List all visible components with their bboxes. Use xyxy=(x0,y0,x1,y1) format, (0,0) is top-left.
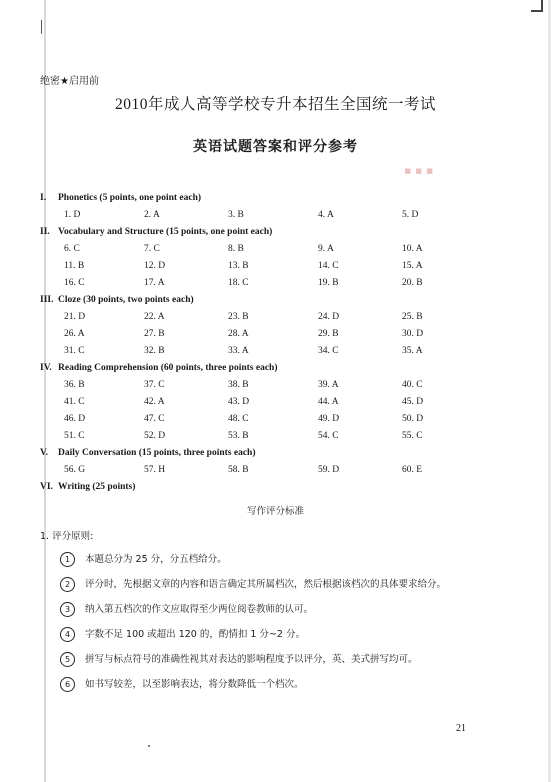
answer-cell: 19. B xyxy=(318,278,339,288)
answer-cell: 26. A xyxy=(64,329,85,339)
circled-number: 2 xyxy=(60,577,75,592)
answer-cell: 55. C xyxy=(402,431,423,441)
circled-number: 4 xyxy=(60,627,75,642)
section-title: Reading Comprehension (60 points, three points each) xyxy=(58,363,278,373)
section-heading xyxy=(40,363,277,373)
answer-cell: 29. B xyxy=(318,329,339,339)
section-title: Phonetics (5 points, one point each) xyxy=(58,193,202,203)
answer-cell: 6. C xyxy=(64,244,80,254)
answer-cell: 15. A xyxy=(402,261,423,271)
page-number: 21 xyxy=(456,723,466,734)
answer-cell: 35. A xyxy=(402,346,423,356)
scoring-rule-text: 评分时，先根据文章的内容和语言确定其所属档次，然后根据该档次的具体要求给分。 xyxy=(85,579,447,590)
section-title: Writing (25 points) xyxy=(58,482,136,492)
answer-cell: 48. C xyxy=(228,414,249,424)
scan-speck xyxy=(41,20,42,34)
answer-cell: 44. A xyxy=(318,397,339,407)
answer-cell: 5. D xyxy=(402,210,419,220)
section-heading xyxy=(40,193,201,203)
section-heading xyxy=(40,482,135,492)
answer-cell: 58. B xyxy=(228,465,249,475)
scoring-rule-text: 纳入第五档次的作文应取得至少两位阅卷教师的认可。 xyxy=(85,604,314,615)
corner-crop-mark xyxy=(531,0,543,12)
section-numeral: III. xyxy=(40,295,54,305)
answer-cell: 17. A xyxy=(144,278,165,288)
answer-cell: 27. B xyxy=(144,329,165,339)
writing-standard-heading: 写作评分标准 xyxy=(246,506,304,517)
answer-cell: 53. B xyxy=(228,431,249,441)
section-heading xyxy=(40,448,255,458)
circled-number: 5 xyxy=(60,652,75,667)
section-numeral: II. xyxy=(40,227,50,237)
scoring-principles-label: 1. 评分原则: xyxy=(40,531,94,542)
answer-cell: 28. A xyxy=(228,329,249,339)
answer-cell: 22. A xyxy=(144,312,165,322)
answer-cell: 42. A xyxy=(144,397,165,407)
answer-cell: 1. D xyxy=(64,210,81,220)
answer-cell: 10. A xyxy=(402,244,423,254)
answer-cell: 37. C xyxy=(144,380,165,390)
scoring-rule xyxy=(60,651,418,667)
section-title: Vocabulary and Structure (15 points, one point each) xyxy=(58,227,273,237)
answer-cell: 20. B xyxy=(402,278,423,288)
scoring-rule xyxy=(60,576,446,592)
answer-cell: 14. C xyxy=(318,261,339,271)
answer-cell: 7. C xyxy=(144,244,160,254)
scoring-rule-text: 拼写与标点符号的准确性视其对表达的影响程度予以评分，英、美式拼写均可。 xyxy=(85,654,418,665)
answer-cell: 40. C xyxy=(402,380,423,390)
answer-cell: 32. B xyxy=(144,346,165,356)
answer-cell: 51. C xyxy=(64,431,85,441)
section-title: Daily Conversation (15 points, three points each) xyxy=(58,448,256,458)
answer-cell: 34. C xyxy=(318,346,339,356)
section-heading xyxy=(40,227,272,237)
answer-cell: 24. D xyxy=(318,312,340,322)
scan-edge-left xyxy=(44,0,46,782)
answer-cell: 4. A xyxy=(318,210,334,220)
circled-number: 1 xyxy=(60,552,75,567)
answer-cell: 9. A xyxy=(318,244,334,254)
scoring-rule-text: 如书写较差，以至影响表达，将分数降低一个档次。 xyxy=(85,679,304,690)
answer-cell: 8. B xyxy=(228,244,244,254)
answer-cell: 49. D xyxy=(318,414,340,424)
section-numeral: VI. xyxy=(40,482,53,492)
answer-cell: 39. A xyxy=(318,380,339,390)
answer-key-subtitle: 英语试题答案和评分参考 xyxy=(193,139,358,155)
answer-cell: 21. D xyxy=(64,312,86,322)
secret-label: 绝密★启用前 xyxy=(40,76,99,87)
circled-number: 3 xyxy=(60,602,75,617)
answer-cell: 16. C xyxy=(64,278,85,288)
exam-title: 2010年成人高等学校专升本招生全国统一考试 xyxy=(114,96,436,113)
scoring-rule xyxy=(60,551,227,567)
section-numeral: I. xyxy=(40,193,47,203)
answer-cell: 36. B xyxy=(64,380,85,390)
scoring-rule xyxy=(60,676,304,692)
answer-cell: 45. D xyxy=(402,397,424,407)
scoring-rule xyxy=(60,626,305,642)
answer-cell: 38. B xyxy=(228,380,249,390)
scan-speck xyxy=(148,745,150,747)
answer-cell: 30. D xyxy=(402,329,424,339)
answer-cell: 46. D xyxy=(64,414,86,424)
section-title: Cloze (30 points, two points each) xyxy=(58,295,194,305)
answer-cell: 33. A xyxy=(228,346,249,356)
section-numeral: IV. xyxy=(40,363,52,373)
answer-cell: 43. D xyxy=(228,397,250,407)
answer-cell: 57. H xyxy=(144,465,166,475)
circled-number: 6 xyxy=(60,677,75,692)
answer-cell: 31. C xyxy=(64,346,85,356)
answer-cell: 59. D xyxy=(318,465,340,475)
answer-cell: 50. D xyxy=(402,414,424,424)
answer-cell: 12. D xyxy=(144,261,166,271)
scoring-rule-text: 字数不足 100 或超出 120 的，酌情扣 1 分~2 分。 xyxy=(85,629,305,640)
scoring-rule xyxy=(60,601,313,617)
answer-cell: 54. C xyxy=(318,431,339,441)
answer-cell: 23. B xyxy=(228,312,249,322)
answer-cell: 47. C xyxy=(144,414,165,424)
answer-cell: 2. A xyxy=(144,210,160,220)
section-heading xyxy=(40,295,194,305)
answer-cell: 41. C xyxy=(64,397,85,407)
answer-cell: 18. C xyxy=(228,278,249,288)
section-numeral: V. xyxy=(40,448,49,458)
answer-cell: 11. B xyxy=(64,261,85,271)
answer-cell: 60. E xyxy=(402,465,423,475)
answer-cell: 25. B xyxy=(402,312,423,322)
scoring-rule-text: 本题总分为 25 分，分五档给分。 xyxy=(85,554,227,565)
answer-cell: 3. B xyxy=(228,210,244,220)
answer-cell: 56. G xyxy=(64,465,86,475)
faded-red-stamp: ▪ ▪ ▪ xyxy=(404,164,434,177)
answer-cell: 13. B xyxy=(228,261,249,271)
answer-cell: 52. D xyxy=(144,431,166,441)
